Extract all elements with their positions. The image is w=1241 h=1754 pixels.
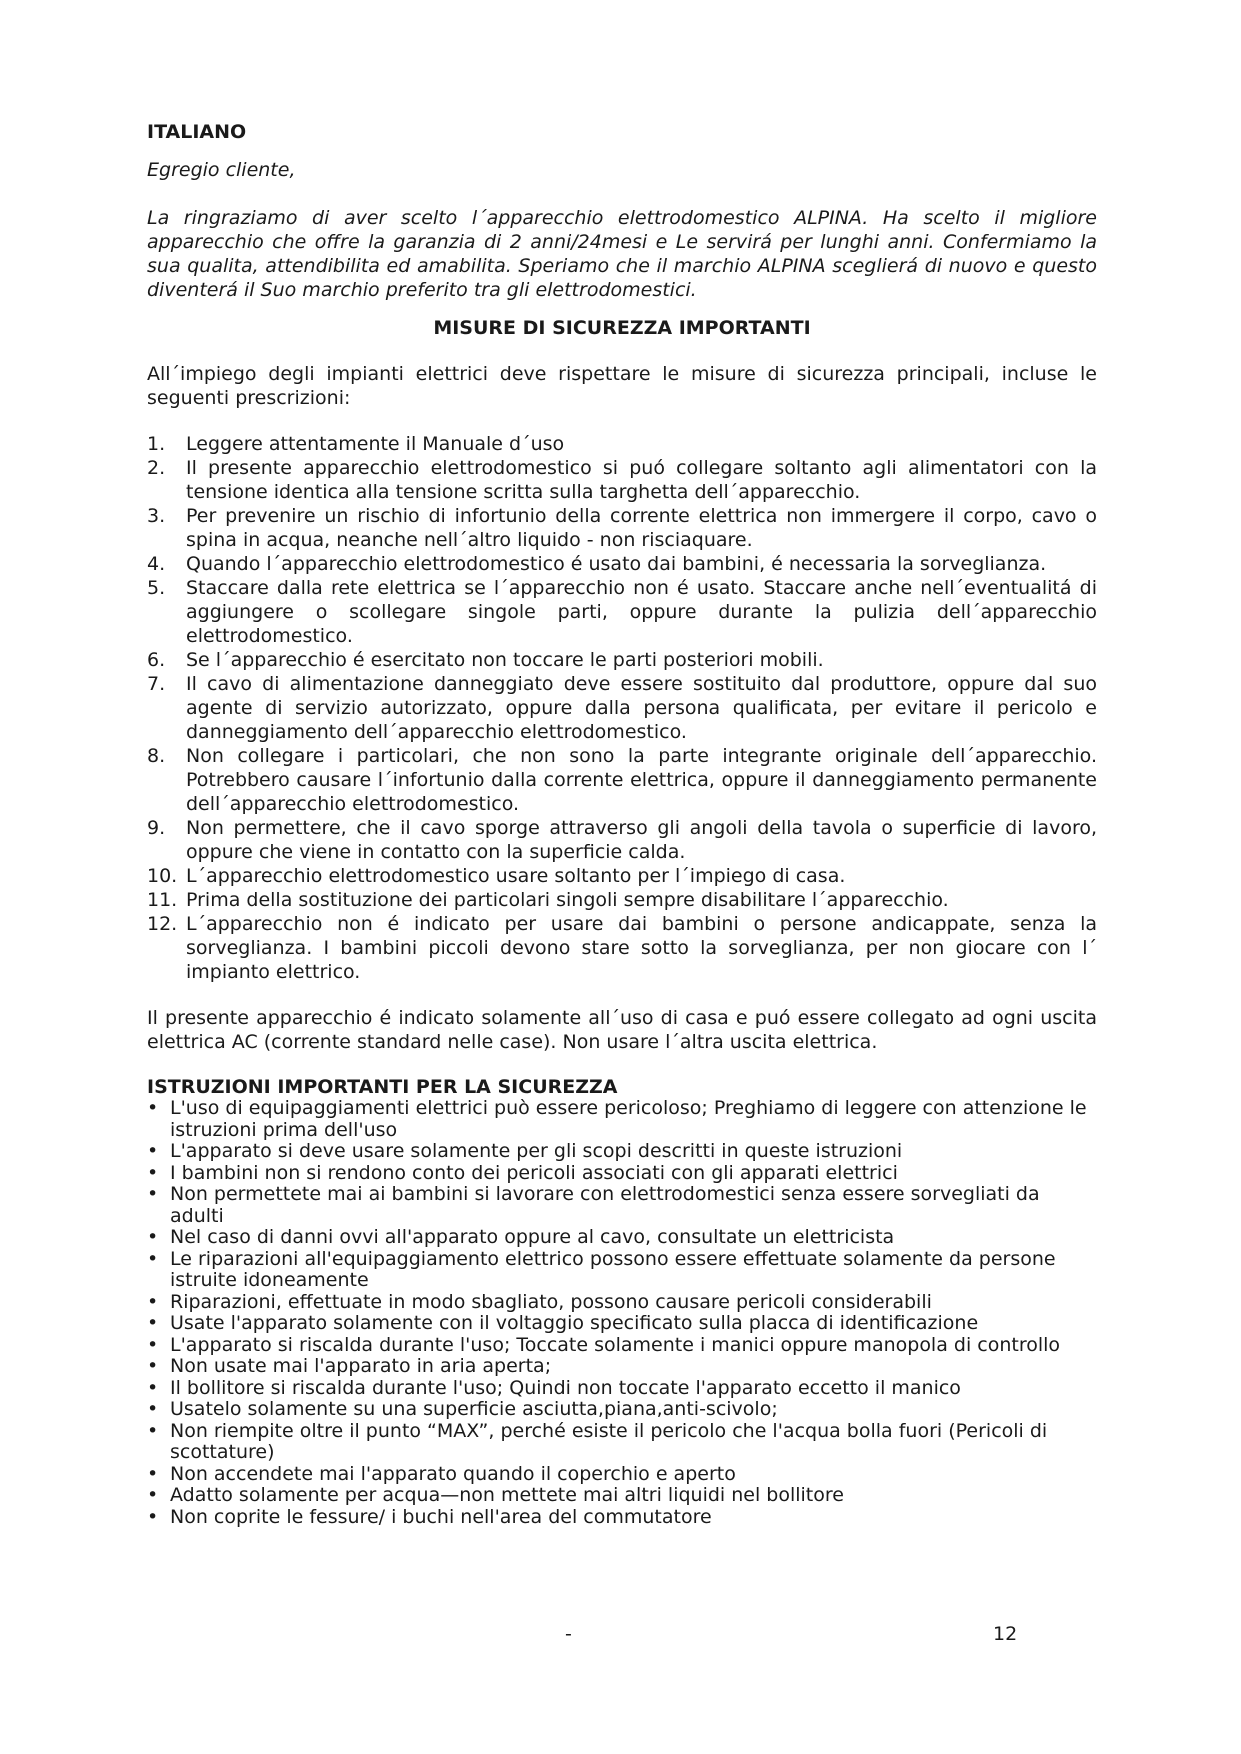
item-text: Riparazioni, effettuate in modo sbagliato, possono causare pericoli considerabili [170,1290,932,1313]
item-text: Non accendete mai l'apparato quando il coperchio e aperto [170,1462,736,1485]
list-item [147,1184,1097,1227]
item-text: Non coprite le fessure/ i buchi nell'area del commutatore [170,1505,712,1528]
item-number: 1. [147,433,166,455]
list-item [147,1249,1097,1292]
item-number: 8. [147,745,166,767]
page-number: 12 [993,1623,1018,1645]
language-heading: ITALIANO [147,121,247,143]
item-text: Le riparazioni all'equipaggiamento elettrico possono essere effettuate solamente da persone istruite idoneamente [170,1247,1056,1291]
item-text: Il presente apparecchio elettrodomestico si puó collegare soltanto agli alimentatori con la tensione identica alla tensione scritta sulla targhetta dell´apparecchio. [186,457,1097,503]
bullet-icon: • [147,1333,159,1356]
bullet-icon: • [147,1376,159,1399]
item-text: Non permettete mai ai bambini si lavorare con elettrodomestici senza essere sorvegliati da adulti [170,1183,1040,1227]
list-item [147,1313,1097,1335]
bullet-icon: • [147,1419,159,1442]
item-text: Quando l´apparecchio elettrodomestico é usato dai bambini, é necessaria la sorveglianza. [186,553,1047,575]
safety-measures-lead: All´impiego degli impianti elettrici deve rispettare le misure di sicurezza principali, incluse le seguenti prescrizioni: [147,363,1097,409]
item-text: Nel caso di danni ovvi all'apparato oppure al cavo, consultate un elettricista [170,1226,895,1248]
item-number: 7. [147,673,166,695]
list-item [147,432,1097,456]
item-text: Prima della sostituzione dei particolari singoli sempre disabilitare l´apparecchio. [186,889,949,911]
list-item [147,1485,1097,1507]
list-item [147,1378,1097,1400]
bullet-icon: • [147,1183,159,1205]
bullet-icon: • [147,1462,159,1485]
item-text: Non permettere, che il cavo sporge attraverso gli angoli della tavola o superficie di lavoro, oppure che viene in contatto con la superficie calda. [186,817,1097,863]
bullet-icon: • [147,1161,159,1184]
item-number: 6. [147,649,166,671]
list-item [147,1227,1097,1249]
item-number: 4. [147,553,166,575]
safety-measures-title: MISURE DI SICUREZZA IMPORTANTI [433,317,811,339]
item-number: 9. [147,817,166,839]
bullet-icon: • [147,1355,159,1377]
bullet-icon: • [147,1505,159,1528]
list-item [147,1163,1097,1185]
list-item [147,1141,1097,1163]
item-text: L'apparato si deve usare solamente per gli scopi descritti in queste istruzioni [170,1140,903,1162]
item-text: Adatto solamente per acqua—non mettete mai altri liquidi nel bollitore [170,1484,844,1506]
item-number: 12. [147,913,178,935]
list-item [147,1507,1097,1529]
safety-instructions-list [147,1098,1097,1528]
item-text: L´apparecchio non é indicato per usare dai bambini o persone andicappate, senza la sorveglianza. I bambini piccoli devono stare sotto la sorveglianza, per non giocare con l´ impianto elettrico. [186,913,1097,983]
bullet-icon: • [147,1097,159,1119]
bullet-icon: • [147,1140,159,1162]
bullet-icon: • [147,1312,159,1334]
item-text: Usate l'apparato solamente con il voltaggio specificato sulla placca di identificazione [170,1312,979,1334]
item-text: Se l´apparecchio é esercitato non toccare le parti posteriori mobili. [186,649,824,671]
item-text: Staccare dalla rete elettrica se l´apparecchio non é usato. Staccare anche nell´eventualitá di aggiungere o scollegare singole parti, oppure durante la pulizia dell´apparecchio elettrodomestico. [186,577,1097,647]
bullet-icon: • [147,1398,159,1420]
item-text: Per prevenire un rischio di infortunio della corrente elettrica non immergere il corpo, cavo o spina in acqua, neanche nell´altro liquido - non risciaquare. [186,505,1097,551]
list-item [147,816,1097,864]
list-item [147,504,1097,552]
list-item [147,552,1097,576]
item-text: Non usate mai l'apparato in aria aperta; [170,1355,552,1377]
manual-page [147,120,1097,1528]
item-number: 3. [147,505,166,527]
list-item [147,1335,1097,1357]
item-number: 5. [147,577,166,599]
bullet-icon: • [147,1226,159,1248]
list-item [147,456,1097,504]
list-item [147,1421,1097,1464]
item-text: I bambini non si rendono conto dei pericoli associati con gli apparati elettrici [170,1161,898,1184]
list-item [147,1399,1097,1421]
item-number: 11. [147,889,178,911]
item-text: L´apparecchio elettrodomestico usare soltanto per l´impiego di casa. [186,865,846,887]
item-text: Il bollitore si riscalda durante l'uso; Quindi non toccate l'apparato eccetto il manico [170,1376,961,1399]
item-text: Usatelo solamente su una superficie asciutta,piana,anti-scivolo; [170,1398,778,1420]
bullet-icon: • [147,1290,159,1313]
item-text: L'apparato si riscalda durante l'uso; Toccate solamente i manici oppure manopola di controllo [170,1333,1061,1356]
list-item [147,1464,1097,1486]
item-number: 2. [147,457,166,479]
list-item [147,1098,1097,1141]
item-text: Leggere attentamente il Manuale d´uso [186,433,565,455]
list-item [147,1292,1097,1314]
list-item [147,888,1097,912]
item-text: L'uso di equipaggiamenti elettrici può essere pericoloso; Preghiamo di leggere con attenzione le istruzioni prima dell'uso [170,1097,1087,1141]
safety-instructions-title: ISTRUZIONI IMPORTANTI PER LA SICUREZZA [147,1076,618,1098]
list-item [147,1356,1097,1378]
usage-note: Il presente apparecchio é indicato solamente all´uso di casa e puó essere collegato ad ogni uscita elettrica AC (corrente standard nelle case). Non usare l´altra uscita elettrica. [147,1007,1097,1053]
list-item [147,576,1097,648]
list-item [147,912,1097,984]
list-item [147,672,1097,744]
bullet-icon: • [147,1484,159,1506]
salutation: Egregio cliente, [147,159,296,181]
item-text: Non riempite oltre il punto “MAX”, perché esiste il pericolo che l'acqua bolla fuori (Pericoli di scottature) [170,1419,1048,1463]
list-item [147,744,1097,816]
footer-dash: - [565,1623,572,1645]
intro-paragraph: La ringraziamo di aver scelto l´apparecchio elettrodomestico ALPINA. Ha scelto il migliore apparecchio che offre la garanzia di 2 anni/24mesi e Le servirá per lunghi anni. Confermiamo la sua qualita, attendibilita ed amabilita. Speriamo che il marchio ALPINA sceglierá di nuovo e questo diventerá il Suo marchio preferito tra gli elettrodomestici. [147,207,1097,301]
item-text: Il cavo di alimentazione danneggiato deve essere sostituito dal produttore, oppure dal suo agente di servizio autorizzato, oppure dalla persona qualificata, per evitare il pericolo e danneggiamento dell´apparecchio elettrodomestico. [186,673,1097,743]
safety-rules-list [147,432,1097,984]
item-text: Non collegare i particolari, che non sono la parte integrante originale dell´apparecchio. Potrebbero causare l´infortunio dalla corrente elettrica, oppure il danneggiamento permanente dell´apparecchio elettrodomestico. [186,745,1097,815]
bullet-icon: • [147,1247,159,1270]
item-number: 10. [147,865,178,887]
list-item [147,648,1097,672]
list-item [147,864,1097,888]
